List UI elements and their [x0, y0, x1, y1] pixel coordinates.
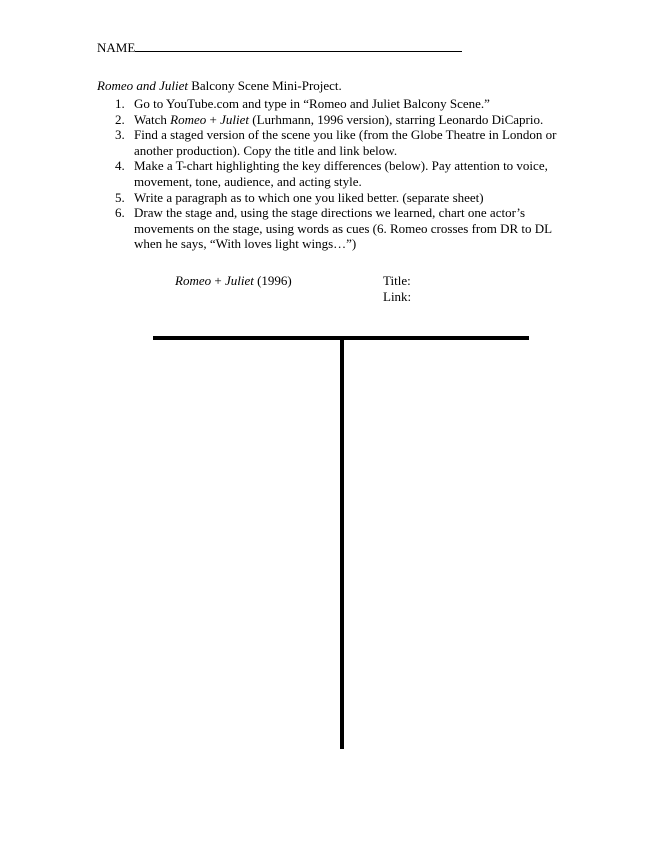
list-item	[115, 205, 575, 252]
list-item	[115, 127, 575, 158]
list-item	[115, 112, 575, 128]
list-item-text: Make a T-chart highlighting the key differences (below). Pay attention to voice, movement, tone, audience, and acting style.	[134, 158, 548, 189]
instruction-list	[115, 96, 575, 252]
title-italic: Romeo and Juliet	[97, 78, 188, 93]
film-title-plus: +	[206, 111, 221, 127]
tchart-title-label: Title:	[383, 273, 411, 288]
tchart-right-heading	[383, 273, 411, 305]
film-title-romeo: Romeo	[170, 111, 207, 127]
list-item	[115, 96, 575, 112]
title-rest: Balcony Scene Mini-Project.	[187, 78, 342, 93]
list-item-text: Go to YouTube.com and type in “Romeo and Juliet Balcony Scene.”	[134, 96, 490, 111]
list-item-text-post: (Lurhmann, 1996 version), starring Leonardo DiCaprio.	[248, 111, 544, 127]
list-item	[115, 158, 575, 189]
tchart-left-romeo: Romeo	[175, 273, 212, 288]
list-item-number: 5.	[115, 189, 125, 205]
list-item-text: Draw the stage and, using the stage directions we learned, chart one actor’s movements on the stage, using words as cues (6. Romeo crosses from DR to DL when he says, “With loves light wings…”)	[134, 205, 552, 252]
page-title	[97, 78, 342, 94]
list-item-text-pre: Watch	[134, 111, 171, 127]
tchart-vertical-line	[340, 336, 344, 749]
tchart-left-heading	[175, 273, 292, 289]
list-item-text: Write a paragraph as to which one you liked better. (separate sheet)	[134, 189, 484, 205]
film-title-juliet: Juliet	[220, 111, 249, 127]
list-item-number: 6.	[115, 205, 125, 221]
tchart-link-label: Link:	[383, 289, 412, 304]
name-field	[97, 39, 462, 56]
list-item	[115, 190, 575, 206]
list-item-number: 2.	[115, 111, 125, 127]
tchart-left-juliet: Juliet	[224, 273, 254, 288]
list-item-text: Find a staged version of the scene you like (from the Globe Theatre in London or another production). Copy the title and link below.	[134, 127, 557, 158]
name-label: NAME	[97, 40, 136, 55]
name-blank-line[interactable]	[135, 39, 462, 52]
list-item-number: 4.	[115, 158, 125, 174]
tchart-left-plus: +	[211, 273, 225, 288]
tchart-left-year: (1996)	[253, 273, 292, 288]
list-item-number: 1.	[115, 96, 125, 111]
list-item-number: 3.	[115, 127, 125, 143]
